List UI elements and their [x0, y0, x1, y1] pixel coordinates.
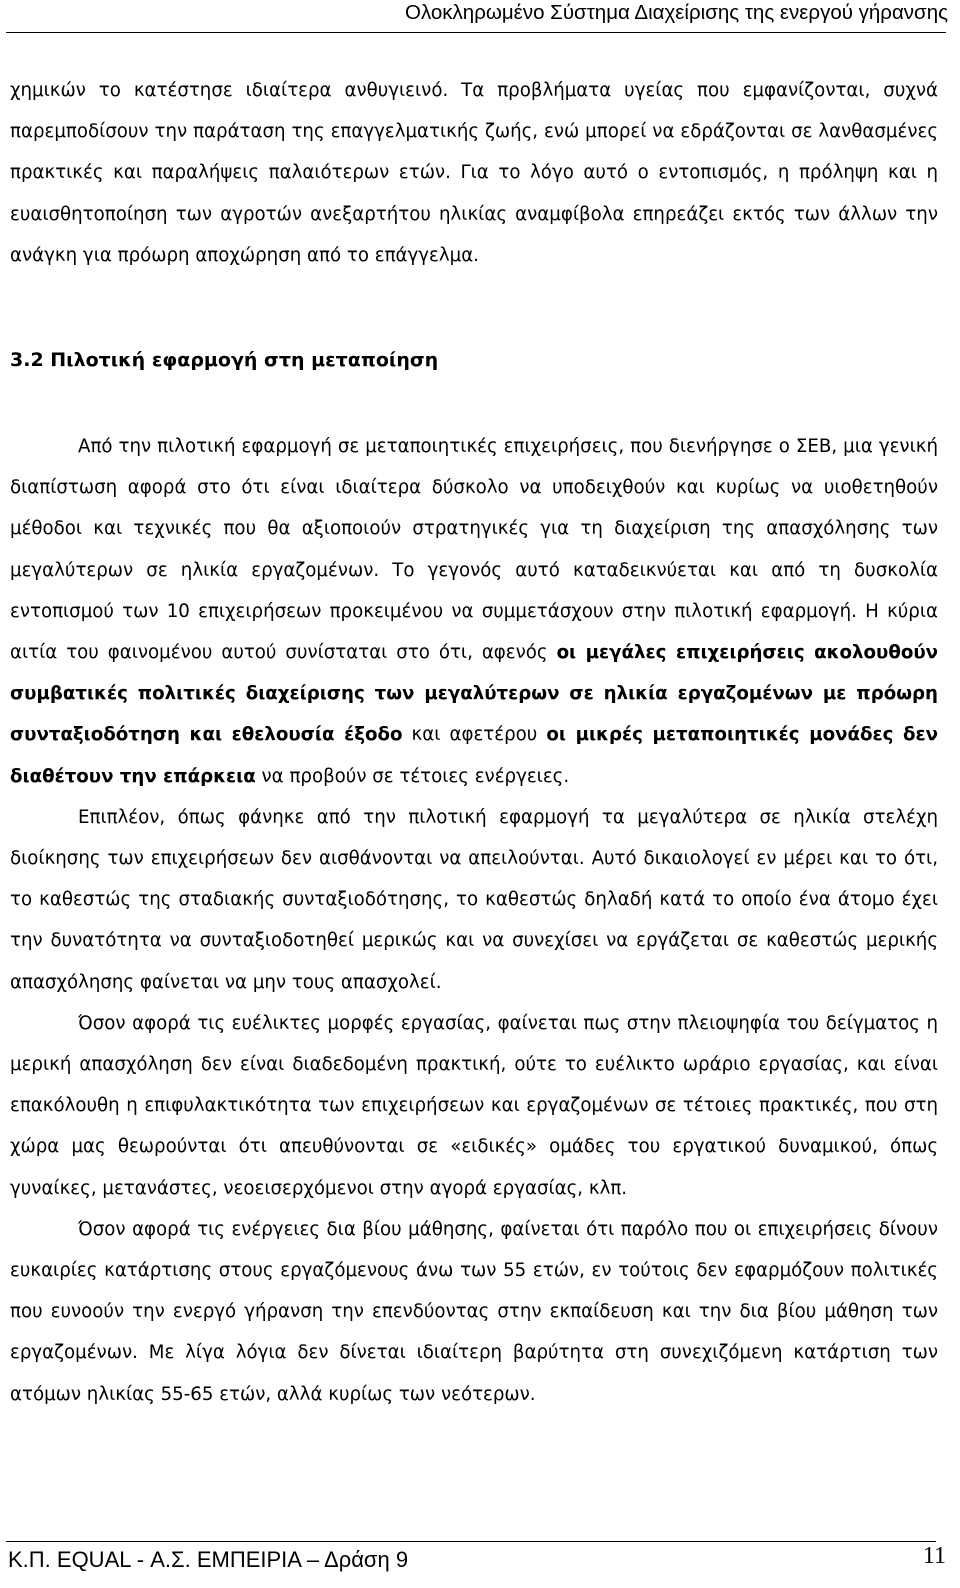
section-paragraph-2: Επιπλέον, όπως φάνηκε από την πιλοτική εφαρμογή τα μεγαλύτερα σε ηλικία στελέχη διοίκησης των επιχειρήσεων δεν αισθάνονται να απειλούνται. Αυτό δικαιολογεί εν μέρει και το ότι, το καθεστώς της σταδιακής συνταξιοδότησης, το καθεστώς δηλαδή κατά το οποίο ένα άτομο έχει την δυνατότητα να συνταξιοδοτηθεί μερικώς και να συνεχίσει να εργάζεται σε καθεστώς μερικής απασχόλησης φαίνεται να μην τους απασχολεί. — [10, 806, 938, 993]
intro-paragraph-block — [10, 70, 938, 276]
intro-paragraph: χημικών το κατέστησε ιδιαίτερα ανθυγιεινό. Τα προβλήματα υγείας που εμφανίζονται, συχνά παρεμποδίσουν την παράταση της επαγγελματικής ζωής, ενώ μπορεί να εδράζονται σε λανθασμένες πρακτικές και παραλήψεις παλαιότερων ετών. Για το λόγο αυτό ο εντοπισμός, η πρόληψη και η ευαισθητοποίηση των αγροτών ανεξαρτήτου ηλικίας αναμφίβολα επηρεάζει εκτός των άλλων την ανάγκη για πρόωρη αποχώρηση από το επάγγελμα. — [10, 80, 938, 266]
footer-rule — [6, 1541, 936, 1542]
p1-text-a: Από την πιλοτική εφαρμογή σε μεταποιητικές επιχειρήσεις, που διενήργησε ο ΣΕΒ, μια γενική διαπίστωση αφορά στο ότι είναι ιδιαίτερα δύσκολο να υποδειχθούν και κυρίως να υιοθετηθούν μέθοδοι και τεχνικές που θα αξιοποιούν στρατηγικές για τη διαχείριση της απασχόλησης των μεγαλύτερων σε ηλικία εργαζομένων. Το γεγονός αυτό καταδεικνύεται και από τη δυσκολία εντοπισμού των 10 επιχειρήσεων προκειμένου να συμμετάσχουν στην πιλοτική εφαρμογή. Η κύρια αιτία του φαινομένου αυτού συνίσταται στο ότι, αφενός — [10, 436, 938, 664]
running-header: Ολοκληρωμένο Σύστημα Διαχείρισης της ενεργού γήρανσης — [405, 1, 948, 24]
p1-text-e: να προβούν σε τέτοιες ενέργειες. — [255, 765, 570, 787]
header-rule — [6, 32, 946, 33]
p1-bold-large-firms: οι μεγάλες επιχειρήσεις ακολουθούν συμβατικές πολιτικές διαχείρισης των μεγαλύτερων σε ηλικία εργαζομένων με πρόωρη συνταξιοδότηση και εθελουσία έξοδο — [10, 642, 938, 746]
section-heading: 3.2 Πιλοτική εφαρμογή στη μεταποίηση — [10, 349, 439, 371]
section-paragraph-1 — [10, 426, 938, 797]
section-paragraph-4: Όσον αφορά τις ενέργειες δια βίου μάθησης, φαίνεται ότι παρόλο που οι επιχειρήσεις δίνουν ευκαιρίες κατάρτισης στους εργαζόμενους άνω των 55 ετών, εν τούτοις δεν εφαρμόζουν πολιτικές που ευνοούν την ενεργό γήρανση την επενδύοντας στην εκπαίδευση και την δια βίου μάθηση των εργαζομένων. Με λίγα λόγια δεν δίνεται ιδιαίτερη βαρύτητα στη συνεχιζόμενη κατάρτιση των ατόμων ηλικίας 55-65 ετών, αλλά κυρίως των νεότερων. — [10, 1218, 938, 1405]
section-body — [10, 426, 938, 1415]
p1-text-c: και αφετέρου — [402, 724, 547, 746]
page-number: 11 — [922, 1543, 946, 1569]
footer-program-label: Κ.Π. EQUAL - Α.Σ. ΕΜΠΕΙΡΙΑ – Δράση 9 — [8, 1547, 409, 1572]
section-paragraph-3: Όσον αφορά τις ευέλικτες μορφές εργασίας, φαίνεται πως στην πλειοψηφία του δείγματος η μερική απασχόληση δεν είναι διαδεδομένη πρακτική, ούτε το ευέλικτο ωράριο εργασίας, και είναι επακόλουθη η επιφυλακτικότητα των επιχειρήσεων και εργαζομένων σε τέτοιες πρακτικές, που στη χώρα μας θεωρούνται ότι απευθύνονται σε «ειδικές» ομάδες του εργατικού δυναμικού, όπως γυναίκες, μετανάστες, νεοεισερχόμενοι στην αγορά εργασίας, κλπ. — [10, 1012, 938, 1199]
p1-bold-small-units: οι μικρές μεταποιητικές μονάδες δεν διαθέτουν την επάρκεια — [10, 724, 938, 787]
